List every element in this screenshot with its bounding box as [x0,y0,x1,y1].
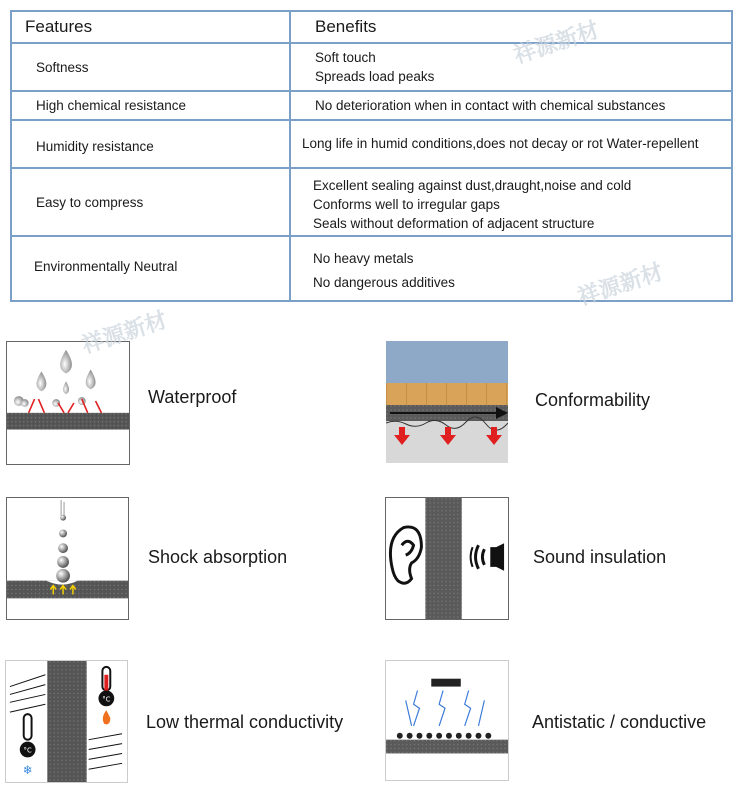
benefit-cell: No heavy metals No dangerous additives [313,251,455,290]
table-row [12,169,731,237]
shock-ball-icon [6,497,129,620]
benefit-cell: No deterioration when in contact with chemical substances [315,98,666,113]
feature-cell: Softness [36,60,89,75]
feature-cell: Environmentally Neutral [34,259,178,274]
svg-text:°C: °C [23,746,32,755]
table-row [12,44,731,92]
features-header: Features [25,17,93,36]
feature-cell: Easy to compress [36,195,144,210]
svg-text:❄: ❄ [22,763,33,778]
benefits-header: Benefits [315,17,377,36]
table-row [12,92,731,121]
watermark-logo: 祥源新材 [574,258,667,311]
tile-label-conformability: Conformability [535,390,651,410]
benefit-cell: Soft touch Spreads load peaks [315,50,435,84]
table-row [12,121,731,169]
table-header-row [12,12,731,44]
tile-label-waterproof: Waterproof [148,387,237,407]
tile-label-low-thermal-conductivity: Low thermal conductivity [146,712,344,732]
conformability-icon [386,341,508,463]
feature-cell: Humidity resistance [36,139,154,154]
antistatic-icon [385,660,509,781]
ear-sound-icon [385,497,509,620]
feature-cell: High chemical resistance [36,98,187,113]
tile-label-antistatic: Antistatic / conductive [532,712,707,732]
watermark-logo: 祥源新材 [78,306,171,359]
benefit-cell: Excellent sealing against dust,draught,noise and cold Conforms well to irregular gaps Seals without deformation of adjacent structure [313,178,632,231]
tile-label-sound-insulation: Sound insulation [533,547,667,567]
tile-label-shock-absorption: Shock absorption [148,547,288,567]
watermark-logo: 祥源新材 [510,16,603,69]
svg-text:°C: °C [102,695,111,704]
benefit-cell: Long life in humid conditions,does not decay or rot Water-repellent [302,136,699,151]
features-benefits-table [10,10,733,302]
water-drops-icon [6,341,130,465]
thermometer-icon [5,660,128,783]
